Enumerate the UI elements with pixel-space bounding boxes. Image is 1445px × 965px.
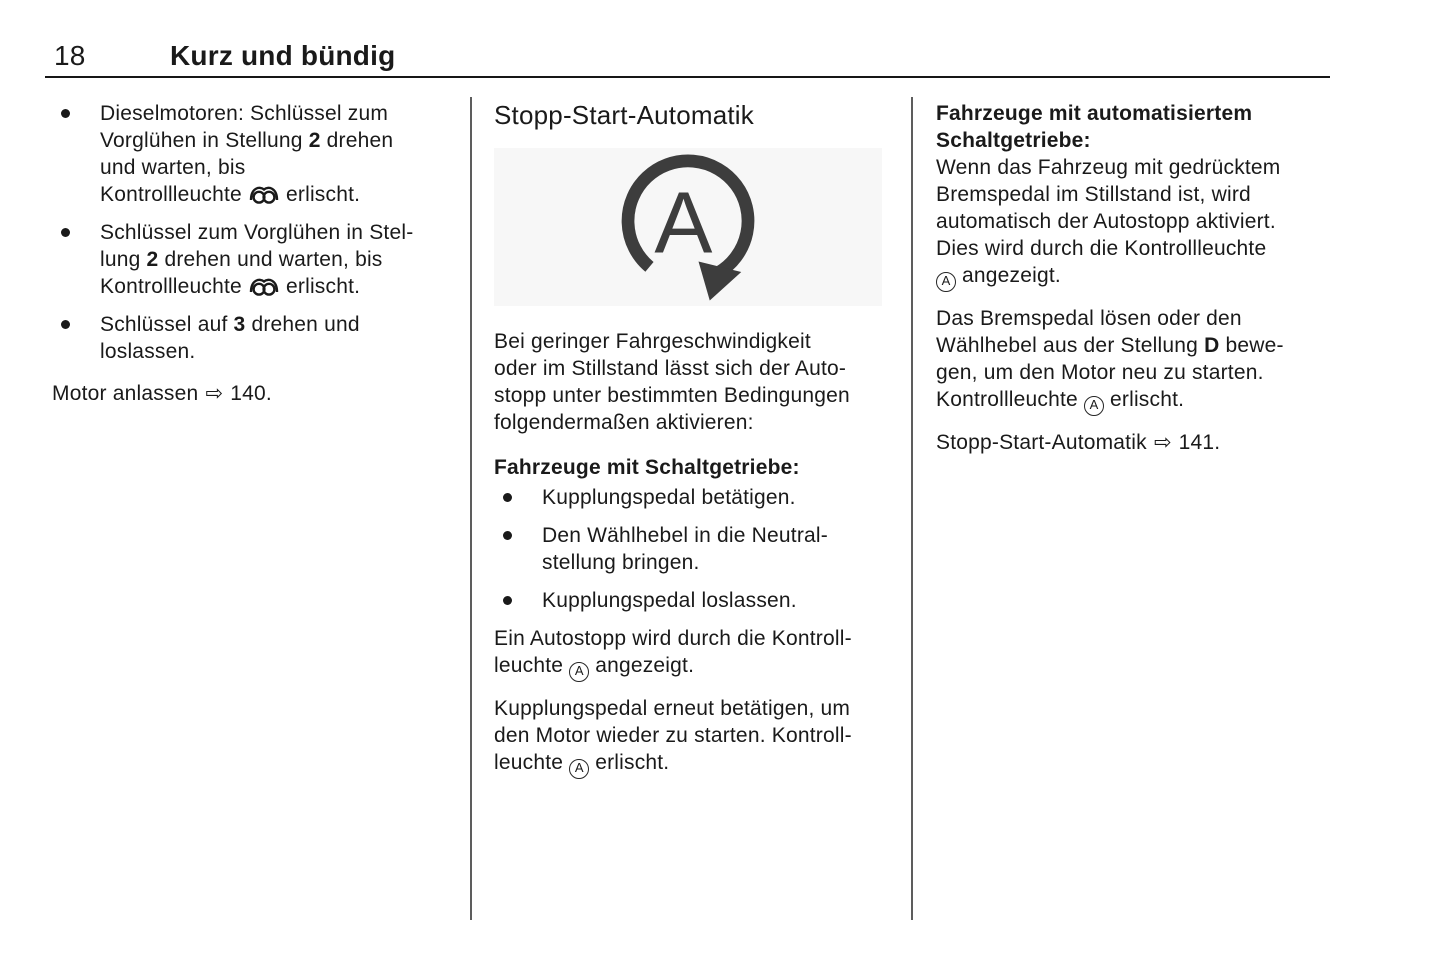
column-3 <box>936 100 1330 469</box>
glow-plug-icon <box>249 275 279 297</box>
subsection-heading: Fahrzeuge mit Schaltgetriebe: <box>494 456 800 479</box>
autostop-indicator-icon: A <box>1084 396 1104 416</box>
page-number: 18 <box>54 40 86 71</box>
list-item-text: Schlüssel auf 3 drehen und loslassen. <box>100 313 360 363</box>
bullet-icon <box>503 531 512 540</box>
list-item-text: Dieselmotoren: Schlüssel zum Vorglühen in Stellung 2 drehen und warten, bis Kontrollleuchte erlischt. <box>100 102 394 206</box>
glow-plug-icon <box>249 183 279 205</box>
list-item <box>494 484 890 511</box>
list-item <box>52 311 456 365</box>
page-reference-arrow-icon: ⇨ <box>205 381 224 405</box>
section-heading: Stopp-Start-Automatik <box>494 100 754 130</box>
list-item <box>494 587 890 614</box>
list-item <box>52 219 456 300</box>
chapter-title: Kurz und bündig <box>170 40 396 71</box>
page-reference-arrow-icon: ⇨ <box>1153 430 1172 454</box>
paragraph: Das Bremspedal lösen oder den Wählhebel aus der Stellung D bewe- gen, um den Motor neu zu starten. Kontrollleuchte A erlischt. <box>936 305 1330 416</box>
list-item-text: Schlüssel zum Vorglühen in Stel- lung 2 drehen und warten, bis Kontrollleuchte erlischt. <box>100 221 414 298</box>
list-item-text: Kupplungspedal betätigen. <box>542 486 796 509</box>
manual-gearbox-steps-list <box>494 484 890 614</box>
autostop-indicator-icon: A <box>569 759 589 779</box>
column-1 <box>52 100 456 420</box>
bullet-icon <box>61 320 70 329</box>
bullet-icon <box>503 596 512 605</box>
list-item-text: Den Wählhebel in die Neutral- stellung bringen. <box>542 524 828 574</box>
paragraph: Wenn das Fahrzeug mit gedrücktem Bremspedal im Stillstand ist, wird automatisch der Autostopp aktiviert. Dies wird durch die Kontrollleuchte A angezeigt. <box>936 154 1330 292</box>
symbol-letter: A <box>654 174 713 272</box>
paragraph: Kupplungspedal erneut betätigen, um den Motor wieder zu starten. Kontroll- leuchte A erlischt. <box>494 695 890 779</box>
bullet-icon <box>61 228 70 237</box>
paragraph: Ein Autostopp wird durch die Kontroll- leuchte A angezeigt. <box>494 625 890 682</box>
autostop-indicator-icon: A <box>936 272 956 292</box>
stop-start-figure <box>494 148 882 306</box>
cross-reference: Motor anlassen ⇨ 140. <box>52 381 272 405</box>
column-separator-1 <box>470 97 472 920</box>
list-item-text: Kupplungspedal loslassen. <box>542 589 797 612</box>
bullet-icon <box>61 109 70 118</box>
column-separator-2 <box>911 97 913 920</box>
bullet-icon <box>503 493 512 502</box>
header-rule <box>45 76 1330 78</box>
column-2 <box>494 100 890 792</box>
cross-reference: Stopp-Start-Automatik ⇨ 141. <box>936 430 1221 454</box>
stop-start-symbol-icon <box>610 152 766 302</box>
ignition-steps-list <box>52 100 456 365</box>
list-item <box>494 522 890 576</box>
autostop-indicator-icon: A <box>569 662 589 682</box>
list-item <box>52 100 456 208</box>
paragraph: Bei geringer Fahrgeschwindigkeit oder im Stillstand lässt sich der Auto- stopp unter bestimmten Bedingungen folgendermaßen aktivieren: <box>494 330 850 434</box>
subsection-heading: Fahrzeuge mit automatisiertem Schaltgetriebe: <box>936 102 1253 152</box>
